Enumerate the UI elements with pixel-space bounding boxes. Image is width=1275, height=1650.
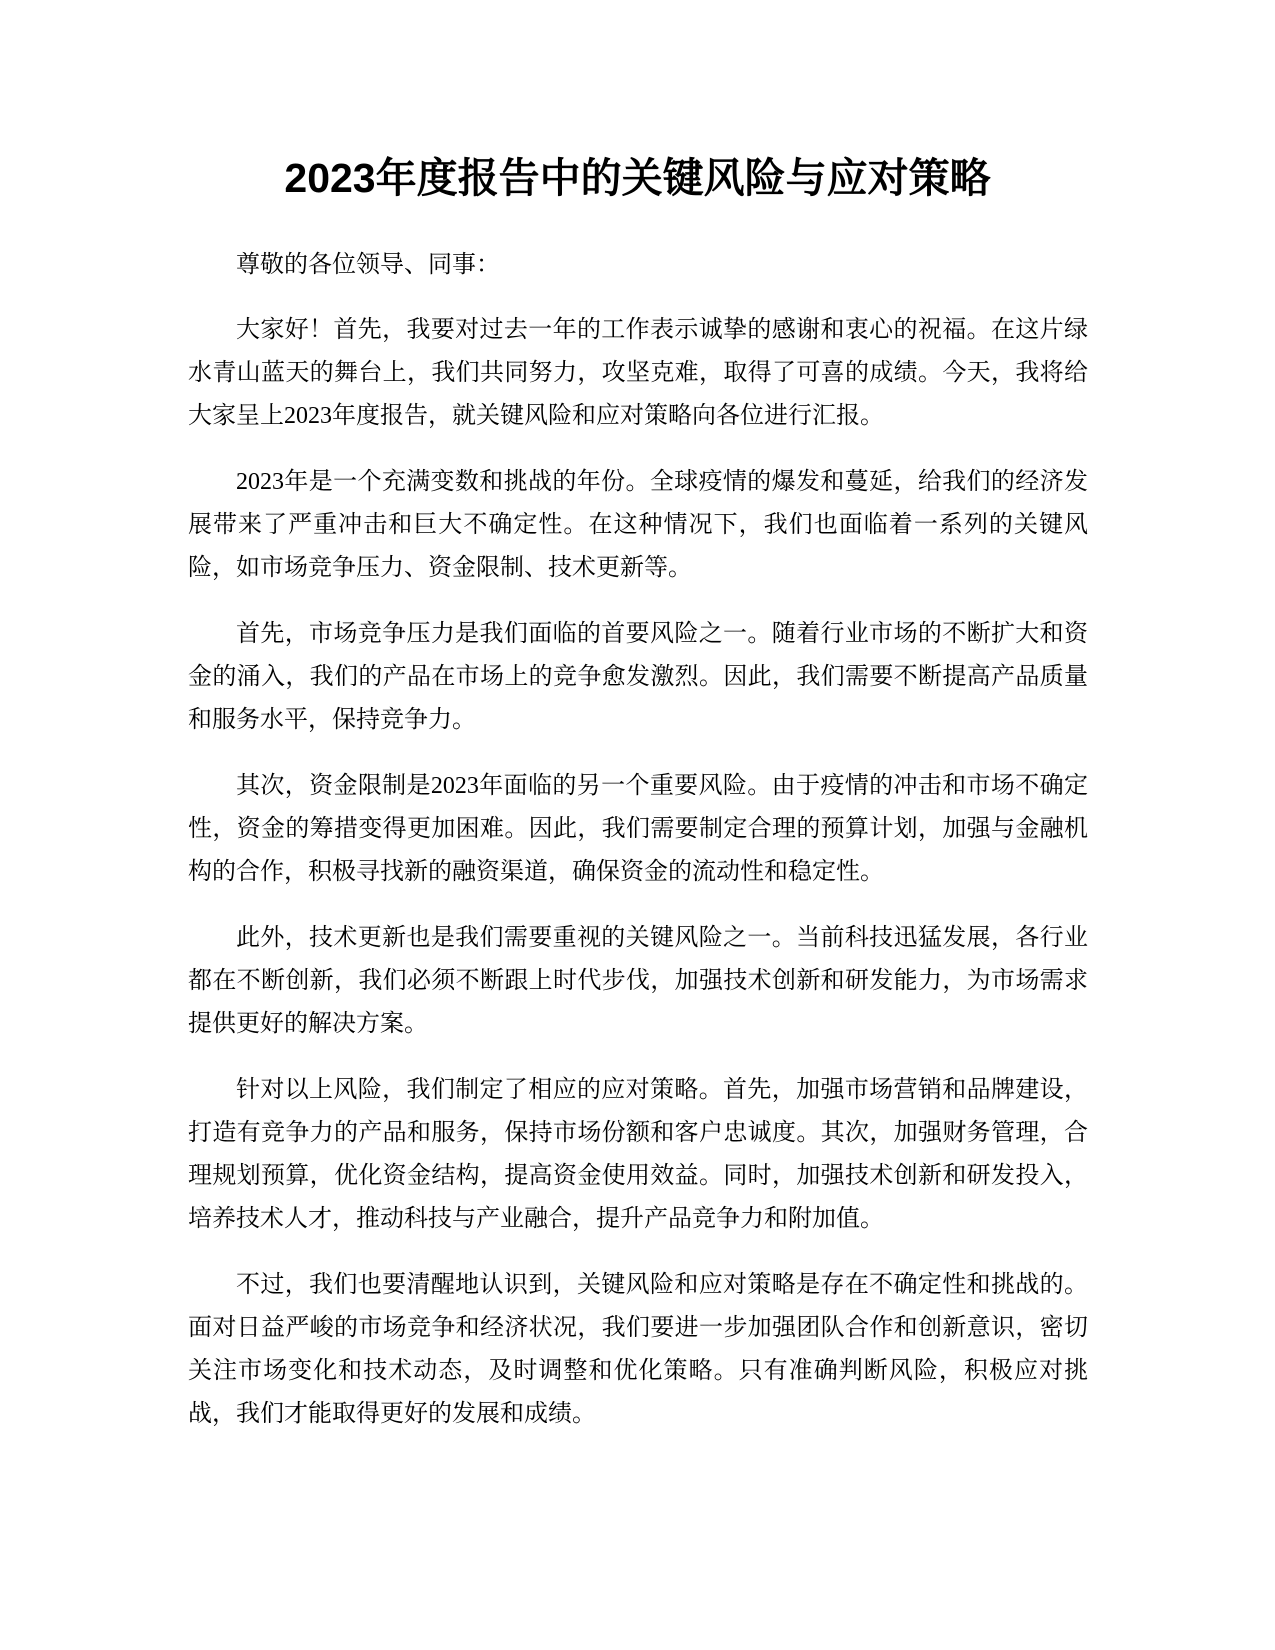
paragraph-technology-update: 此外，技术更新也是我们需要重视的关键风险之一。当前科技迅猛发展，各行业都在不断创新，我们必须不断跟上时代步伐，加强技术创新和研发能力，为市场需求提供更好的解决方案。 [188,925,1088,1037]
document-title: 2023年度报告中的关键风险与应对策略 [284,155,991,201]
paragraph-market-competition: 首先，市场竞争压力是我们面临的首要风险之一。随着行业市场的不断扩大和资金的涌入，我们的产品在市场上的竞争愈发激烈。因此，我们需要不断提高产品质量和服务水平，保持竞争力。 [188,621,1088,733]
paragraph-strategies: 针对以上风险，我们制定了相应的应对策略。首先，加强市场营销和品牌建设，打造有竞争力的产品和服务，保持市场份额和客户忠诚度。其次，加强财务管理，合理规划预算，优化资金结构，提高资金使用效益。同时，加强技术创新和研发投入，培养技术人才，推动科技与产业融合，提升产品竞争力和附加值。 [188,1077,1088,1232]
paragraph-conclusion: 不过，我们也要清醒地认识到，关键风险和应对策略是存在不确定性和挑战的。面对日益严峻的市场竞争和经济状况，我们要进一步加强团队合作和创新意识，密切关注市场变化和技术动态，及时调整和优化策略。只有准确判断风险，积极应对挑战，我们才能取得更好的发展和成绩。 [188,1272,1088,1427]
document-body [188,244,1088,1459]
salutation: 尊敬的各位领导、同事： [236,252,500,278]
paragraph-funding-limits: 其次，资金限制是2023年面临的另一个重要风险。由于疫情的冲击和市场不确定性，资金的筹措变得更加困难。因此，我们需要制定合理的预算计划，加强与金融机构的合作，积极寻找新的融资渠道，确保资金的流动性和稳定性。 [188,773,1088,885]
paragraph-overview: 2023年是一个充满变数和挑战的年份。全球疫情的爆发和蔓延，给我们的经济发展带来了严重冲击和巨大不确定性。在这种情况下，我们也面临着一系列的关键风险，如市场竞争压力、资金限制、技术更新等。 [188,469,1088,581]
paragraph-greeting: 大家好！首先，我要对过去一年的工作表示诚挚的感谢和衷心的祝福。在这片绿水青山蓝天的舞台上，我们共同努力，攻坚克难，取得了可喜的成绩。今天，我将给大家呈上2023年度报告，就关键风险和应对策略向各位进行汇报。 [188,317,1088,429]
